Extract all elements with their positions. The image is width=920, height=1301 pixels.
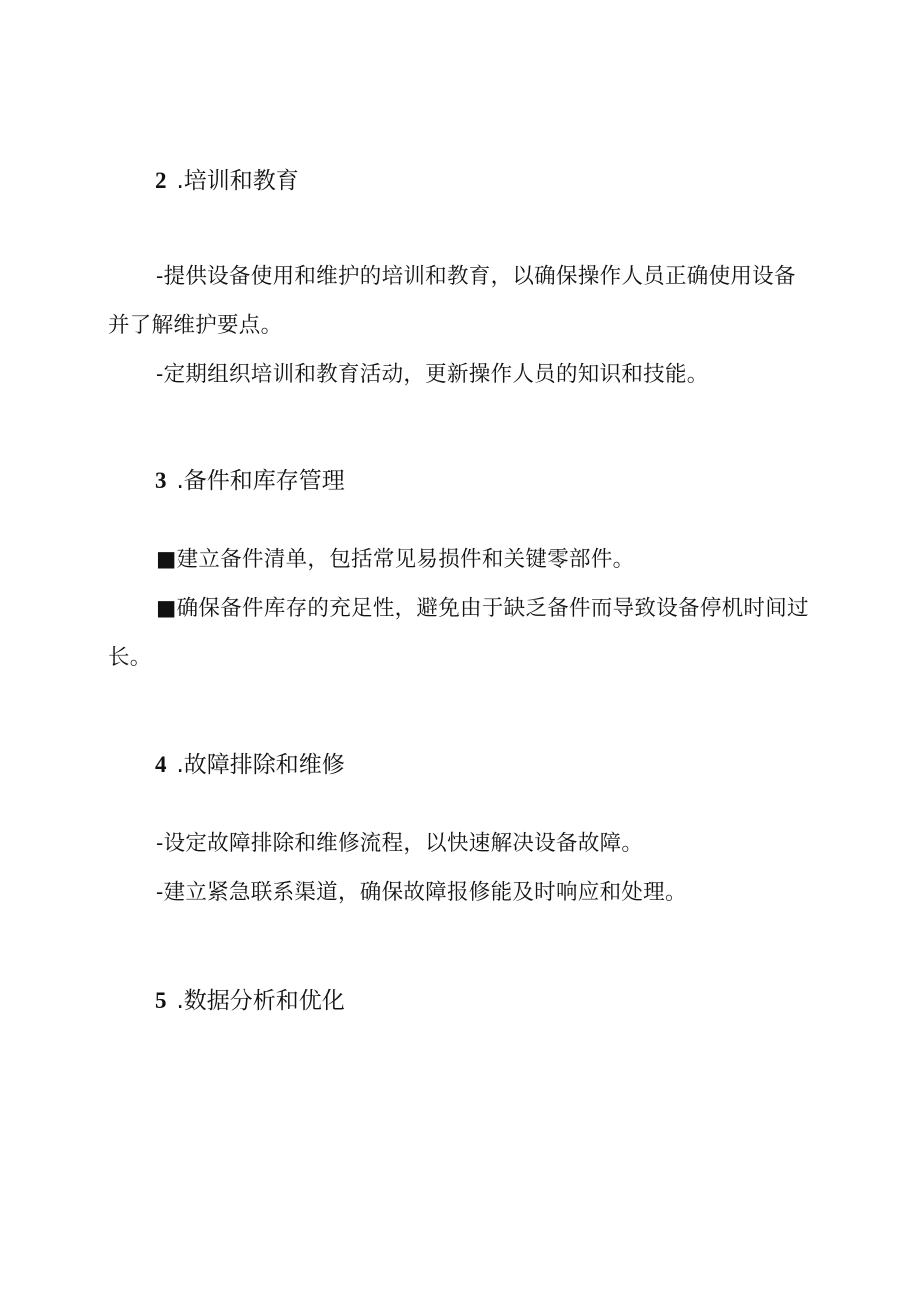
section-number: 4: [155, 752, 167, 777]
paragraph: ■建立备件清单，包括常见易损件和关键零部件。: [156, 547, 635, 572]
paragraph: -设定故障排除和维修流程，以快速解决设备故障。: [156, 831, 644, 856]
section-title: .备件和库存管理: [176, 468, 345, 494]
section-title: .故障排除和维修: [176, 752, 345, 778]
section-title: .数据分析和优化: [176, 988, 345, 1014]
paragraph: -提供设备使用和维护的培训和教育，以确保操作人员正确使用设备并了解维护要点。: [108, 264, 796, 338]
section-heading-2: [155, 166, 299, 196]
section-heading-4: [155, 750, 345, 780]
section-number: 2: [155, 168, 167, 193]
section-heading-3: [155, 466, 345, 496]
section-heading-5: [155, 986, 345, 1016]
section-title: .培训和教育: [176, 168, 299, 194]
paragraph: -建立紧急联系渠道，确保故障报修能及时响应和处理。: [156, 880, 687, 905]
paragraph: ■确保备件库存的充足性，避免由于缺乏备件而导致设备停机时间过长。: [108, 596, 809, 670]
section-number: 5: [155, 988, 167, 1013]
section-number: 3: [155, 468, 167, 493]
paragraph: -定期组织培训和教育活动，更新操作人员的知识和技能。: [156, 362, 709, 387]
